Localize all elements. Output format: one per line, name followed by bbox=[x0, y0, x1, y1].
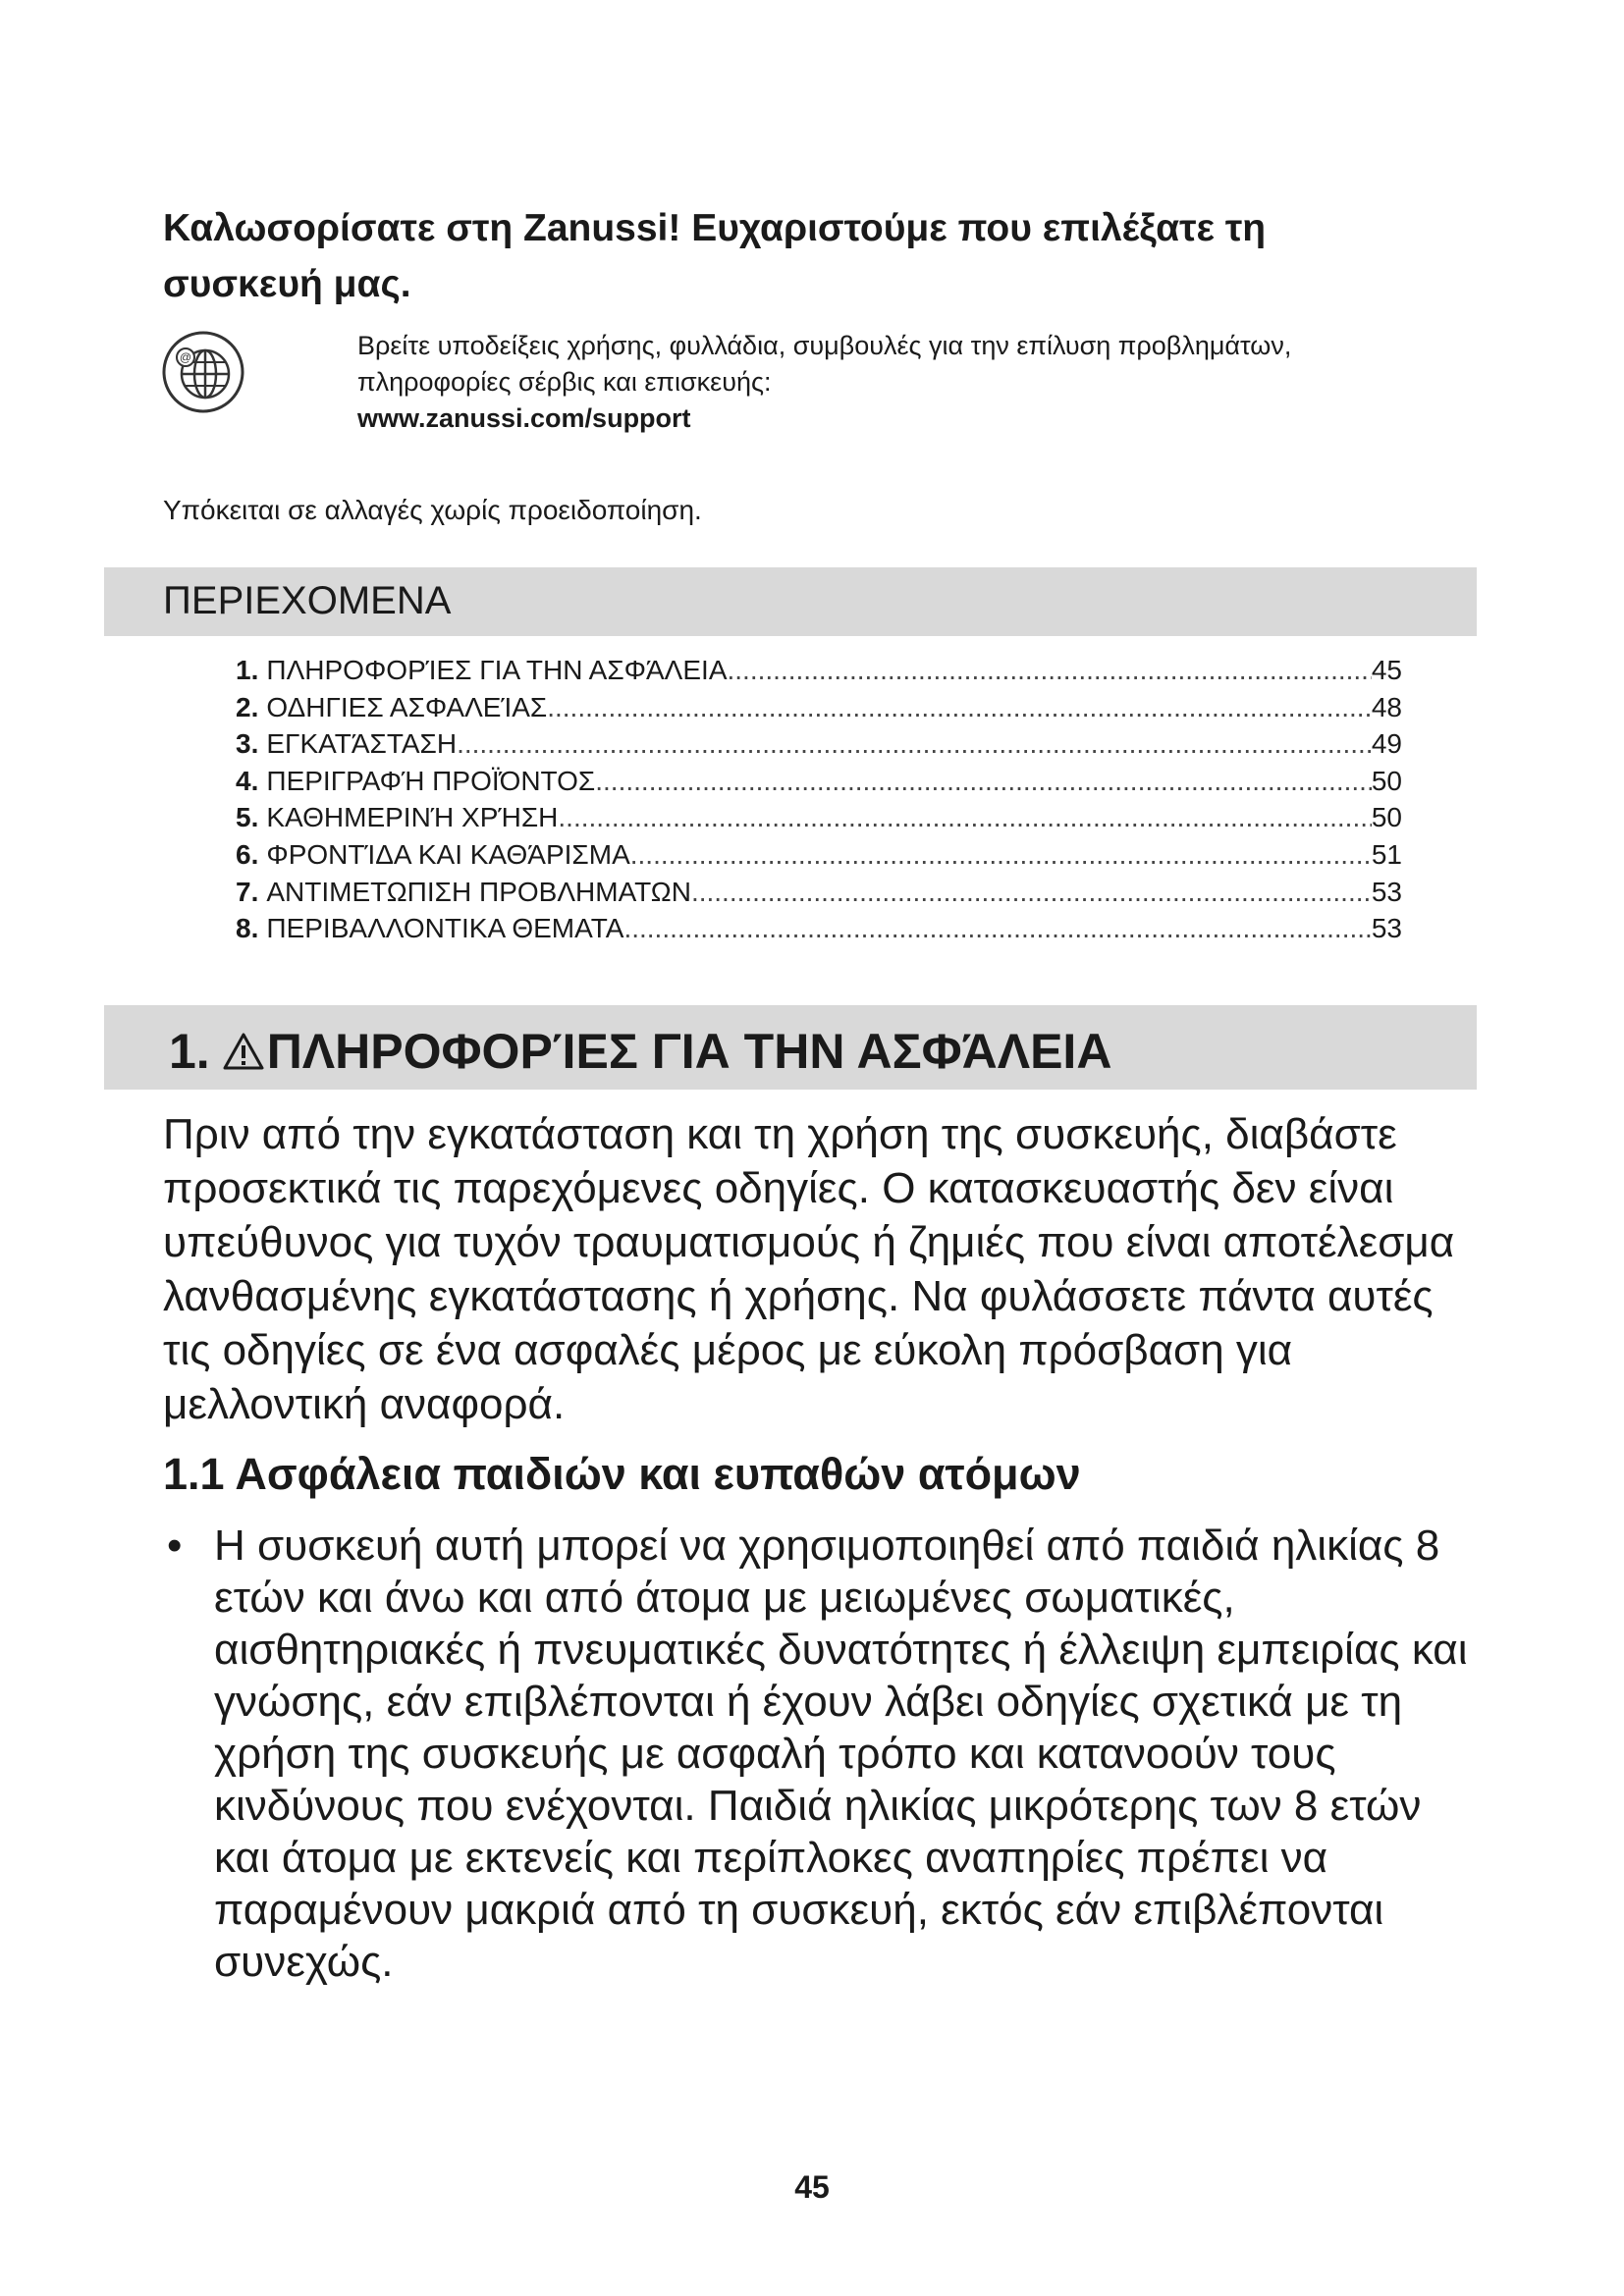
toc-item[interactable] bbox=[236, 836, 1402, 874]
toc-item[interactable] bbox=[236, 799, 1402, 836]
toc-item-number: 3. bbox=[236, 728, 259, 760]
support-info bbox=[357, 328, 1291, 437]
toc-item[interactable] bbox=[236, 763, 1402, 800]
toc-item-number: 8. bbox=[236, 913, 259, 944]
section-1-number: 1. bbox=[169, 1024, 210, 1079]
toc-leader bbox=[457, 725, 1372, 763]
globe-icon bbox=[161, 330, 245, 414]
toc-leader bbox=[623, 910, 1371, 947]
toc-item-page: 45 bbox=[1371, 655, 1402, 685]
toc-leader bbox=[595, 763, 1372, 800]
toc-leader bbox=[728, 652, 1372, 689]
support-line-1: Βρείτε υποδείξεις χρήσης, φυλλάδια, συμβουλές για την επίλυση προβλημάτων, bbox=[357, 331, 1292, 360]
toc-leader bbox=[630, 836, 1372, 874]
toc-item-label: ΠΕΡΙΒΑΛΛΟΝΤΙΚΑ ΘΕΜΑΤΑ bbox=[266, 913, 624, 944]
toc-header bbox=[104, 567, 1477, 636]
section-1-intro: Πριν από την εγκατάσταση και τη χρήση της συσκευής, διαβάστε προσεκτικά τις παρεχόμενες οδηγίες. Ο κατασκευαστής δεν είναι υπεύθυνος για τυχόν τραυματισμούς ή ζημιές που είναι αποτέλεσμα λανθασμένης εγκατάστασης ή χρήσης. Να φυλάσσετε πάντα αυτές τις οδηγίες σε ένα ασφαλές μέρος με εύκολη πρόσβαση για μελλοντική αναφορά. bbox=[163, 1110, 1455, 1428]
support-url[interactable]: www.zanussi.com/support bbox=[357, 403, 691, 433]
toc-item-page: 51 bbox=[1371, 838, 1402, 870]
toc-leader bbox=[558, 799, 1371, 836]
welcome-heading: Καλωσορίσατε στη Zanussi! Ευχαριστούμε που επιλέξατε τη συσκευή μας. bbox=[163, 207, 1267, 305]
toc-item-page: 48 bbox=[1371, 691, 1402, 722]
toc-leader bbox=[547, 689, 1372, 726]
support-line-2: πληροφορίες σέρβις και επισκευής: bbox=[357, 367, 772, 397]
toc-item-label: ΟΔΗΓΙΕΣ ΑΣΦΑΛΕΊΑΣ bbox=[266, 691, 548, 722]
toc-item-label: ΕΓΚΑΤΆΣΤΑΣΗ bbox=[266, 728, 458, 760]
toc-item-number: 4. bbox=[236, 765, 259, 796]
warning-icon bbox=[222, 1032, 265, 1071]
toc-item-page: 53 bbox=[1371, 876, 1402, 907]
toc-leader bbox=[691, 874, 1372, 911]
toc-title: ΠΕΡΙΕΧΟΜΕΝΑ bbox=[163, 579, 452, 622]
toc-item-page: 49 bbox=[1371, 728, 1402, 760]
bullet-text: Η συσκευή αυτή μπορεί να χρησιμοποιηθεί από παιδιά ηλικίας 8 ετών και άνω και από άτομα με μειωμένες σωματικές, αισθητηριακές ή πνευματικές δυνατότητες ή έλλειψη εμπειρίας και γνώσης, εάν επιβλέπονται ή έχουν λάβει οδηγίες σχετικά με τη χρήση της συσκευής με ασφαλή τρόπο και κατανοούν τους κινδύνους που ενέχονται. Παιδιά ηλικίας μικρότερης των 8 ετών και άτομα με εκτενείς και περίπλοκες αναπηρίες πρέπει να παραμένουν μακριά από τη συσκευή, εκτός εάν επιβλέπονται συνεχώς. bbox=[214, 1522, 1468, 1986]
section-1-title-text: ΠΛΗΡΟΦΟΡΊΕΣ ΓΙΑ ΤΗΝ ΑΣΦΆΛΕΙΑ bbox=[266, 1024, 1112, 1079]
change-notice: Υπόκειται σε αλλαγές χωρίς προειδοποίηση. bbox=[163, 495, 702, 525]
toc-item-label: ΠΛΗΡΟΦΟΡΊΕΣ ΓΙΑ ΤΗΝ ΑΣΦΆΛΕΙΑ bbox=[266, 655, 728, 685]
toc-item-label: ΑΝΤΙΜΕΤΩΠΙΣΗ ΠΡΟΒΛΗΜΑΤΩΝ bbox=[266, 876, 691, 907]
toc-item-label: ΚΑΘΗΜΕΡΙΝΉ ΧΡΉΣΗ bbox=[266, 802, 559, 833]
section-1-1-title: 1.1 Ασφάλεια παιδιών και ευπαθών ατόμων bbox=[163, 1449, 1081, 1499]
toc-item-label: ΦΡΟΝΤΊΔΑ ΚΑΙ ΚΑΘΆΡΙΣΜΑ bbox=[266, 838, 630, 870]
table-of-contents bbox=[236, 652, 1402, 947]
toc-item[interactable] bbox=[236, 910, 1402, 947]
toc-item[interactable] bbox=[236, 725, 1402, 763]
bullet-dot: • bbox=[167, 1522, 183, 1570]
toc-item-page: 53 bbox=[1371, 913, 1402, 944]
toc-item[interactable] bbox=[236, 652, 1402, 689]
toc-item-number: 5. bbox=[236, 802, 259, 833]
toc-item-label: ΠΕΡΙΓΡΑΦΉ ΠΡΟΪΌΝΤΟΣ bbox=[266, 765, 596, 796]
toc-item[interactable] bbox=[236, 874, 1402, 911]
page-number: 45 bbox=[794, 2169, 830, 2205]
toc-item-number: 1. bbox=[236, 655, 259, 685]
toc-item-number: 2. bbox=[236, 691, 259, 722]
toc-item-page: 50 bbox=[1371, 802, 1402, 833]
section-1-title bbox=[169, 1023, 1111, 1080]
toc-item-number: 6. bbox=[236, 838, 259, 870]
section-1-header bbox=[104, 1005, 1477, 1090]
toc-item-page: 50 bbox=[1371, 765, 1402, 796]
toc-item[interactable] bbox=[236, 689, 1402, 726]
bullet-item bbox=[163, 1520, 1479, 1988]
toc-item-number: 7. bbox=[236, 876, 259, 907]
svg-text:@: @ bbox=[179, 350, 192, 364]
